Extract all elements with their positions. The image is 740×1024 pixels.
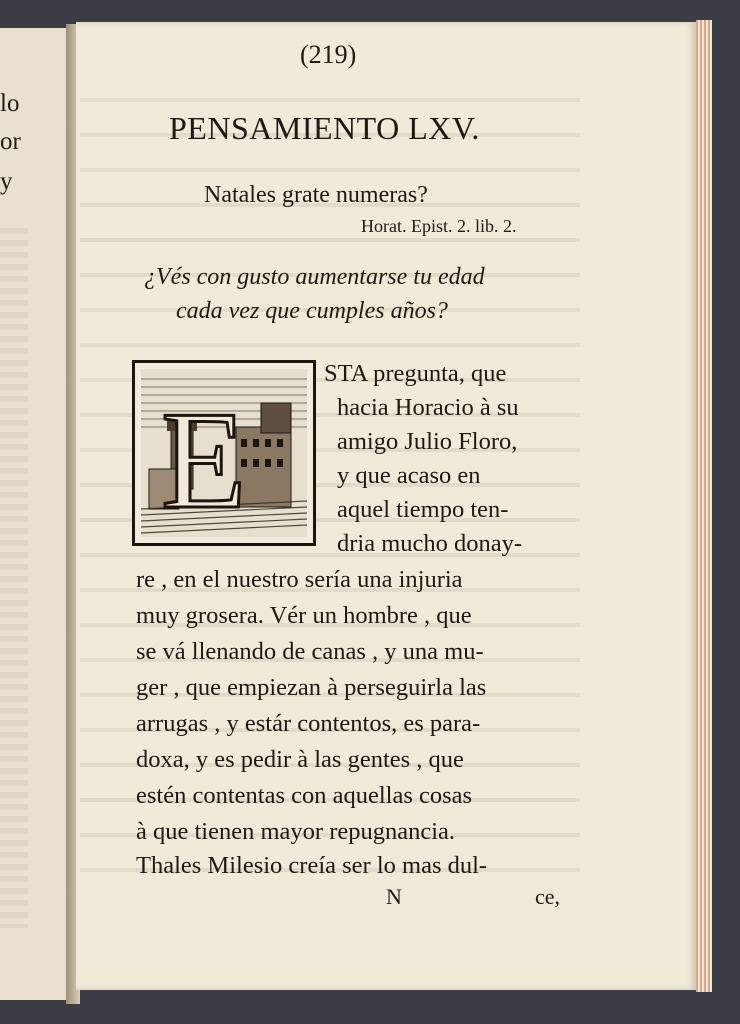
signature-mark: N — [386, 884, 402, 909]
epigraph: Natales grate numeras? — [204, 182, 428, 208]
left-fragment: or — [0, 128, 21, 155]
citation: Horat. Epist. 2. lib. 2. — [361, 216, 517, 236]
text-line: aquel tiempo ten- — [337, 496, 509, 523]
left-page-edge — [0, 228, 28, 928]
catchword: ce, — [535, 884, 561, 909]
text-line: à que tienen mayor repugnancia. — [136, 818, 456, 845]
drop-cap-letter: E — [161, 383, 247, 537]
engraving-image — [141, 369, 307, 537]
left-page — [0, 28, 73, 1000]
text-line: muy grosera. Vér un hombre , que — [136, 602, 472, 629]
text-line: doxa, y es pedir à las gentes , que — [136, 746, 464, 773]
text-line: amigo Julio Floro, — [337, 428, 518, 455]
text-line: dria mucho donay- — [337, 530, 523, 557]
translation-line: cada vez que cumples años? — [176, 298, 448, 324]
text-line: re , en el nuestro sería una injuria — [136, 566, 463, 593]
left-fragment: y — [0, 168, 13, 195]
text-line: se vá llenando de canas , y una mu- — [136, 638, 484, 665]
text-line: y que acaso en — [337, 462, 481, 489]
text-line: ger , que empiezan à perseguirla las — [136, 674, 487, 701]
text-line: Thales Milesio creía ser lo mas dul- — [136, 852, 488, 879]
page-title: PENSAMIENTO LXV. — [169, 110, 480, 146]
translation-line: ¿Vés con gusto aumentarse tu edad — [144, 264, 485, 290]
left-fragment: lo — [0, 90, 20, 117]
text-line: hacia Horacio à su — [337, 394, 519, 421]
page-number: (219) — [300, 40, 357, 69]
text-line: arrugas , y estár contentos, es para- — [136, 710, 481, 737]
text-line: estén contentas con aquellas cosas — [136, 782, 473, 809]
text-line: STA pregunta, que — [324, 360, 507, 387]
drop-cap-initial — [132, 360, 316, 546]
page-edge — [696, 20, 712, 992]
